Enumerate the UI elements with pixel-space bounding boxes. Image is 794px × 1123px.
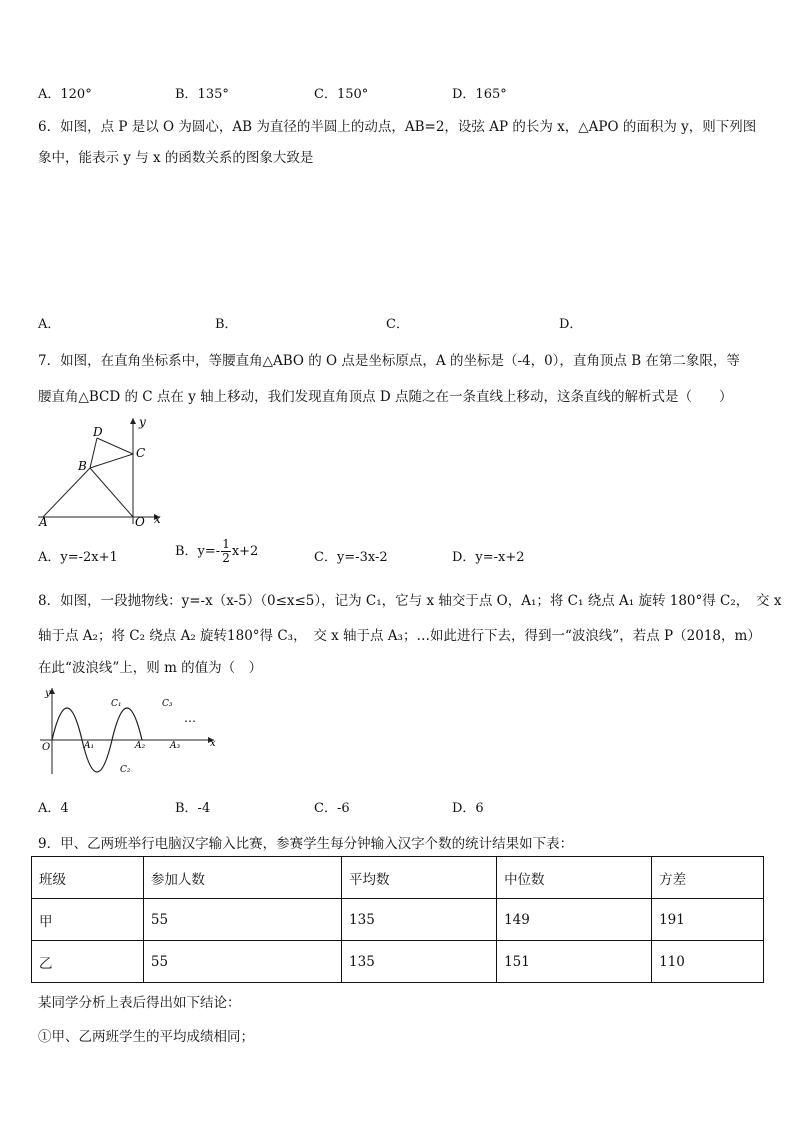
q8-curve-c3 [112,708,142,740]
q8-label-c1: C₁ [111,699,122,709]
q8-stem-line3: 在此“波浪线”上，则 m 的值为（ ） [38,660,263,676]
q5-option-a: A．120° [38,87,92,102]
q6-stem-line2: 象中，能表示 y 与 x 的函数关系的图象大致是 [38,150,314,166]
q9-stats-table [31,856,764,983]
q7-label-c: C [136,446,146,460]
q7-segment-dc [97,438,133,454]
table-header-cell: 班级 [32,857,144,899]
q7-option-b-prefix: B．y=- [175,544,221,559]
table-header-cell: 方差 [652,857,764,899]
q8-label-c2: C₂ [120,765,131,775]
q8-label-a1: A₁ [84,741,95,751]
q6-option-b: B． [215,317,238,332]
q8-option-a: A．4 [38,801,69,816]
q8-option-c: C．-6 [314,801,350,816]
q7-option-b-denominator: 2 [222,551,230,565]
q7-segment-ab [43,468,90,517]
q9-stem: 9．甲、乙两班举行电脑汉字输入比赛，参赛学生每分钟输入汉字个数的统计结果如下表： [38,836,574,852]
q6-option-a: A． [38,317,61,332]
table-row [32,899,764,941]
q8-label-a3: A₃ [170,741,181,751]
table-cell: 乙 [32,941,144,983]
q7-label-o: O [135,515,145,528]
q7-option-b-numerator: 1 [222,537,230,551]
q6-option-d: D． [559,317,583,332]
table-cell: 151 [497,941,652,983]
q7-stem-line1: 7．如图，在直角坐标系中，等腰直角△ABO 的 O 点是坐标原点，A 的坐标是（-4，0），直角顶点 B 在第二象限，等 [38,353,740,369]
q7-segment-bd [90,438,97,468]
table-cell: 135 [342,941,497,983]
table-cell: 110 [652,941,764,983]
q6-stem-line1: 6．如图，点 P 是以 O 为圆心，AB 为直径的半圆上的动点，AB=2，设弦 AP 的长为 x，△APO 的面积为 y，则下列图 [38,119,757,135]
table-cell: 191 [652,899,764,941]
q7-option-b [175,538,258,565]
q8-label-ellipsis: … [184,711,196,725]
q7-label-a: A [39,515,48,528]
q8-figure [38,684,220,776]
table-header-row [32,857,764,899]
table-cell: 55 [143,899,341,941]
table-header-cell: 中位数 [497,857,652,899]
q9-conclusion-1: ①甲、乙两班学生的平均成绩相同； [38,1029,254,1045]
q8-label-c3: C₃ [162,699,173,709]
table-cell: 55 [143,941,341,983]
q5-option-d: D．165° [452,87,507,102]
q7-option-b-fraction [221,538,231,565]
q7-segment-bo [90,468,133,517]
q8-stem-line2: 轴于点 A₂；将 C₂ 绕点 A₂ 旋转180°得 C₃， 交 x 轴于点 A₃；…如此进行下去，得到一“波浪线”，若点 P（2018，m） [38,628,761,644]
q8-label-a2: A₂ [135,741,146,751]
table-cell: 135 [342,899,497,941]
q8-option-b: B．-4 [175,801,211,816]
q7-stem-line2: 腰直角△BCD 的 C 点在 y 轴上移动，我们发现直角顶点 D 点随之在一条直线上移动，这条直线的解析式是（ ） [38,389,733,405]
q7-label-d: D [93,425,103,439]
q7-option-d: D．y=-x+2 [452,550,525,565]
q8-label-o: O [42,742,51,753]
q7-y-arrow [130,418,136,424]
q5-option-b: B．135° [175,87,229,102]
table-header-cell: 平均数 [342,857,497,899]
table-cell: 甲 [32,899,144,941]
q7-segment-bc [90,454,133,468]
q7-label-x: x [154,512,161,526]
q7-option-c: C．y=-3x-2 [314,550,388,565]
q8-label-y: y [45,688,51,699]
q7-option-b-suffix: x+2 [231,544,259,559]
table-header-cell: 参加人数 [143,857,341,899]
q8-option-d: D．6 [452,801,484,816]
q7-label-b: B [78,459,87,473]
q8-label-x: x [210,738,216,749]
q5-option-c: C．150° [314,87,369,102]
table-cell: 149 [497,899,652,941]
q7-figure [36,416,164,528]
q9-analysis-intro: 某同学分析上表后得出如下结论： [38,995,241,1011]
q8-stem-line1: 8．如图，一段抛物线：y=-x（x-5）（0≤x≤5），记为 C₁，它与 x 轴交于点 O，A₁；将 C₁ 绕点 A₁ 旋转 180°得 C₂， 交 x [38,593,782,609]
table-row [32,941,764,983]
q8-curve-c1 [52,708,82,740]
q7-label-y: y [139,416,146,429]
q6-option-c: C． [386,317,409,332]
q7-option-a: A．y=-2x+1 [38,550,118,565]
